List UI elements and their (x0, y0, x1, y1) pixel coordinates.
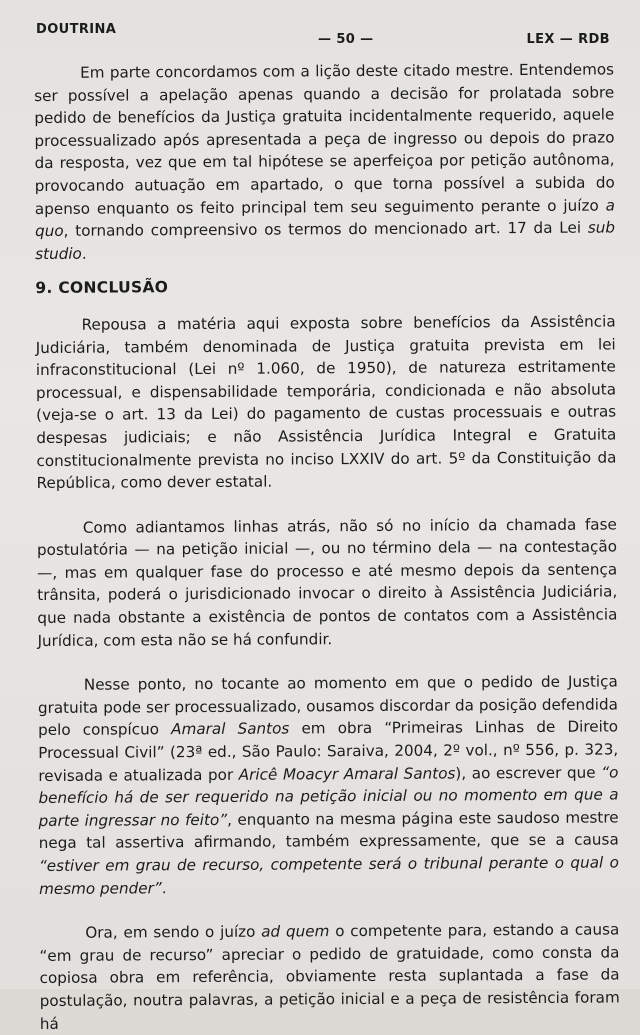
paragraph-1: Em parte concordamos com a lição deste citado mestre. Entendemos ser possível a apelação apenas quando a decisão for prolatada sobre pedido de benefícios da Justiça gratuita incidentalmente requerido, aquele processualizado após apresentada a peça de ingresso ou depois do prazo da resposta, vez que em tal hipótese se aperfeiçoa por petição autônoma, provocando autuação em apartado, o que torna possível a subida do apenso enquanto os feito principal tem seu seguimento perante o juízo a quo, tornando compreensivo os termos do mencionado art. 17 da Lei sub studio. (34, 60, 616, 263)
paragraph-2: Repousa a matéria aqui exposta sobre benefícios da Assistência Judiciária, também denominada de Justiça gratuita prevista em lei infraconstitucional (Lei nº 1.060, de 1950), de natureza estritamente processual, e dispensabilidade temporária, condicionada e não absoluta (veja-se o art. 13 da Lei) do pagamento de custas processuais e outras despesas judiciais; e não Assistência Jurídica Integral e Gratuita constitucionalmente prevista no inciso LXXIV do art. 5º da Constituição da República, como dever estatal. (35, 312, 617, 493)
page-number: — 50 — (318, 32, 374, 47)
paragraph-4: Nesse ponto, no tocante ao momento em que o pedido de Justiça gratuita pode ser processualizado, ousamos discordar da posição defendida pelo conspícuo Amaral Santos em obra “Primeiras Linhas de Direito Processual Civil” (23ª ed., São Paulo: Saraiva, 2004, 2º vol., nº 556, p. 323, revisada e atualizada por Aricê Moacyr Amaral Santos), ao escrever que “o benefício há de ser requerido na petição inicial ou no momento em que a parte ingressar no feito”, enquanto na mesma página este saudoso mestre nega tal assertiva afirmando, também expressamente, que se a causa “estiver em grau de recurso, competente será o tribunal perante o qual o mesmo pender”. (37, 672, 619, 898)
paragraph-5: Ora, em sendo o juízo ad quem o competente para, estando a causa “em grau de recurso” apreciar o pedido de gratuidade, como consta da copiosa obra em referência, obviamente resta suplantada a fase da postulação, noutra palavras, a petição inicial e a peça de resistência foram há (39, 920, 620, 1033)
article-body (34, 58, 620, 1035)
running-head-journal: LEX — RDB (526, 32, 610, 47)
paragraph-3: Como adiantamos linhas atrás, não só no início da chamada fase postulatória — na petição inicial —, ou no término dela — na contestação —, mas em qualquer fase do processo e até mesmo depois da sentença trânsita, poderá o jurisdicionado invocar o direito à Assistência Judiciária, que nada obstante a existência de pontos de contatos com a Assistência Jurídica, com esta não se há confundir. (36, 515, 618, 650)
page-header (36, 20, 616, 46)
running-head-section: DOUTRINA (36, 22, 117, 37)
section-heading: 9. CONCLUSÃO (35, 278, 169, 298)
